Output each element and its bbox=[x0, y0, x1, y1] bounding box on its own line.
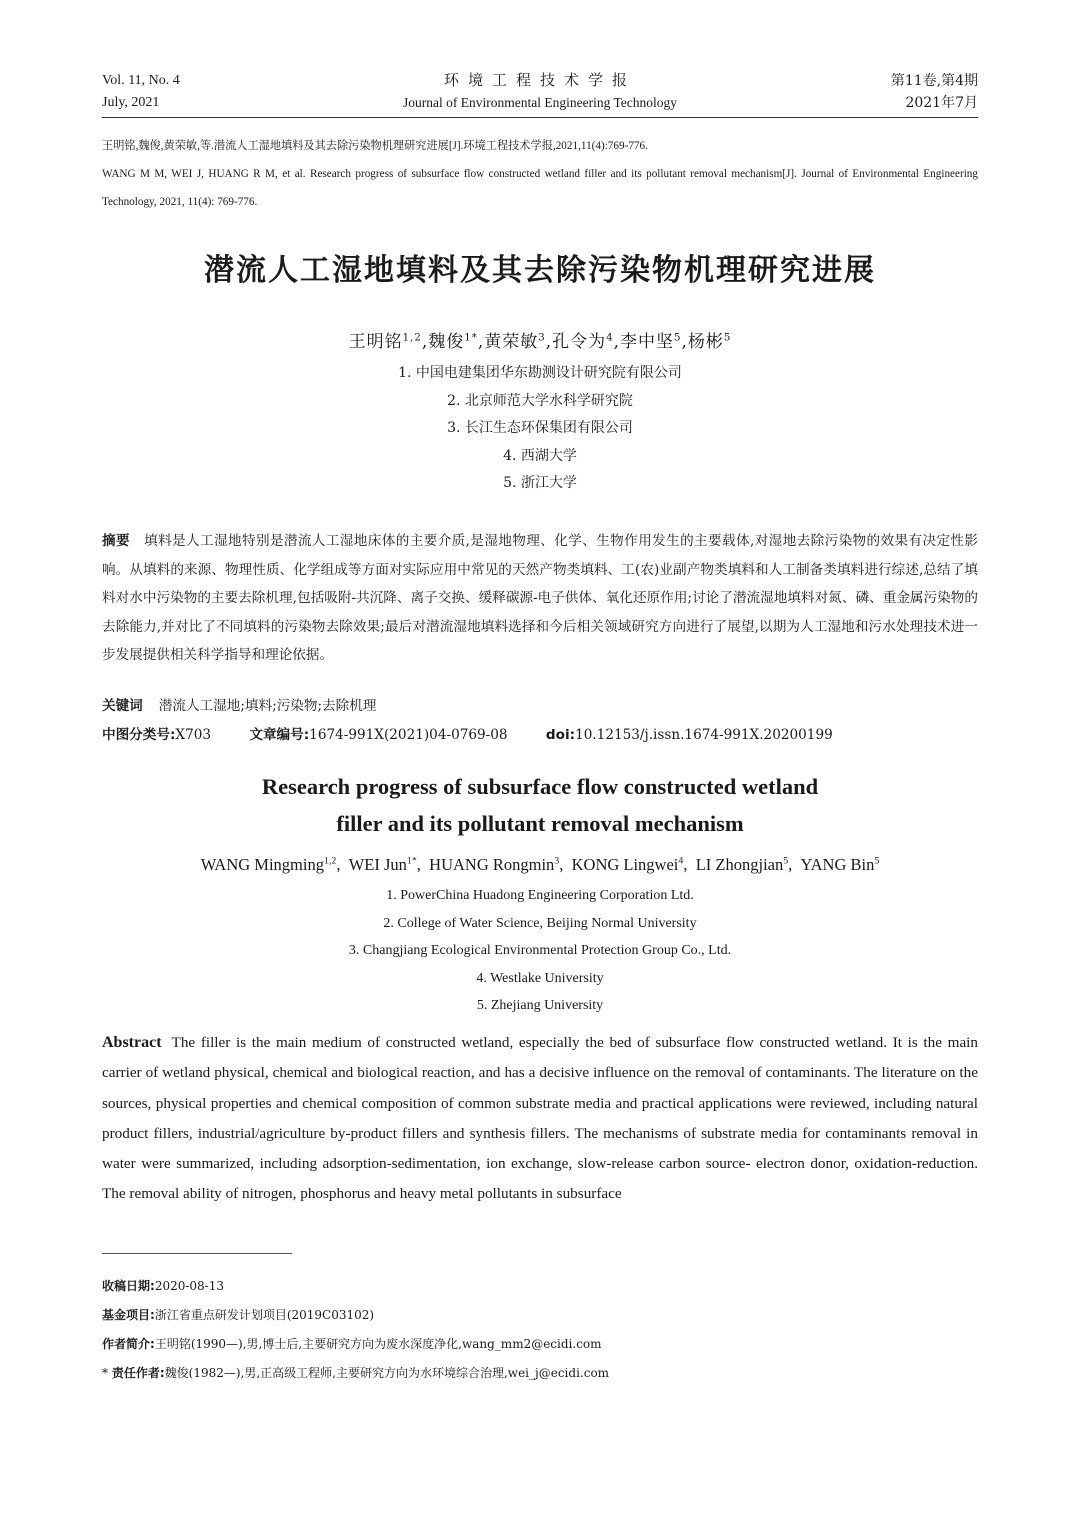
author-name: 魏俊 bbox=[428, 332, 465, 352]
author-name: 黄荣敏 bbox=[484, 332, 539, 352]
citation-cn: 王明铭,魏俊,黄荣敏,等.潜流人工湿地填料及其去除污染物机理研究进展[J].环境工程技术学报,2021,11(4):769-776. bbox=[102, 140, 648, 152]
header-divider bbox=[102, 117, 978, 118]
issue-date: July, 2021 bbox=[102, 95, 160, 110]
clc-label: 中图分类号: bbox=[102, 727, 176, 743]
journal-volume-info bbox=[102, 70, 180, 114]
affiliation-en: 4. Westlake University bbox=[476, 970, 604, 986]
volume-issue-cn: 第11卷,第4期 bbox=[890, 73, 978, 89]
author-name-en: WEI Jun bbox=[348, 855, 407, 874]
author-affiliation-mark: 1* bbox=[464, 332, 478, 344]
citation-block bbox=[102, 132, 978, 216]
abstract-cn bbox=[102, 527, 978, 670]
affiliation: 4. 西湖大学 bbox=[503, 447, 577, 464]
author-affiliation-mark: 3 bbox=[554, 855, 560, 867]
paper-title-en-line: filler and its pollutant removal mechanism bbox=[336, 811, 744, 836]
author-affiliation-mark: 5 bbox=[874, 855, 880, 867]
affiliation-en: 1. PowerChina Huadong Engineering Corporation Ltd. bbox=[386, 888, 694, 903]
corresponding-mark: * bbox=[102, 1366, 112, 1380]
abstract-cn-label: 摘要 bbox=[102, 533, 130, 549]
author-name-en: KONG Lingwei bbox=[571, 855, 679, 874]
received-label: 收稿日期: bbox=[102, 1279, 155, 1293]
citation-en: WANG M M, WEI J, HUANG R M, et al. Research progress of subsurface flow constructed wetland filler and its pollutant removal mechanism[J]. Journal of Environmental Engineering Technology, 2021, 11(4): 769-776. bbox=[102, 168, 978, 208]
author-name: 李中坚 bbox=[620, 332, 674, 352]
issue-date-cn: 2021年7月 bbox=[905, 95, 978, 111]
author-affiliation-mark: 4 bbox=[678, 855, 684, 867]
fund-info bbox=[102, 1301, 978, 1330]
abstract-en-label: Abstract bbox=[102, 1034, 162, 1051]
article-number-label: 文章编号: bbox=[249, 727, 310, 743]
clc-number: X703 bbox=[175, 727, 212, 743]
author-list-en: WANG Mingming$^{1,2}$, WEI Jun$^{1*}$, HUANG Rongmin$^3$, KONG Lingwei$^4$, LI Zhongjian$^5$, YANG Bin$^5$ bbox=[200, 855, 880, 874]
author-affiliation-mark: 3 bbox=[538, 332, 546, 344]
author-name-en: WANG Mingming bbox=[200, 855, 324, 874]
author-affiliation-mark: 1* bbox=[406, 855, 417, 867]
affiliations-cn bbox=[0, 360, 1080, 498]
paper-title-en bbox=[60, 768, 1020, 842]
footnote-divider bbox=[102, 1253, 292, 1254]
author-bio-value: 王明铭(1990—),男,博士后,主要研究方向为废水深度净化,wang_mm2@ecidi.com bbox=[154, 1337, 602, 1351]
classification-line bbox=[102, 723, 863, 743]
affiliation-en: 3. Changjiang Ecological Environmental Protection Group Co., Ltd. bbox=[348, 943, 732, 958]
author-bio bbox=[102, 1330, 978, 1359]
author-affiliation-mark: 5 bbox=[783, 855, 789, 867]
journal-name bbox=[340, 70, 740, 114]
affiliation: 2. 北京师范大学水科学研究院 bbox=[447, 392, 633, 409]
author-affiliation-mark: 1,2 bbox=[323, 855, 337, 867]
journal-name-en: Journal of Environmental Engineering Technology bbox=[403, 95, 677, 110]
abstract-en bbox=[102, 1028, 978, 1210]
keywords bbox=[102, 694, 406, 714]
affiliation-en: 5. Zhejiang University bbox=[476, 998, 604, 1013]
affiliation-en: 2. College of Water Science, Beijing Normal University bbox=[383, 915, 697, 931]
author-affiliation-mark: 4 bbox=[606, 332, 614, 344]
footnotes bbox=[102, 1272, 978, 1388]
abstract-cn-text: 填料是人工湿地特别是潜流人工湿地床体的主要介质,是湿地物理、化学、生物作用发生的主要载体,对湿地去除污染物的效果有决定性影响。从填料的来源、物理性质、化学组成等方面对实际应用中常见的天然产物类填料、工(农)业副产物类填料和人工制备类填料进行综述,总结了填料对水中污染物的主要去除机理,包括吸附-共沉降、离子交换、缓释碳源-电子供体、氧化还原作用;讨论了潜流湿地填料对氮、磷、重金属污染物的去除能力,并对比了不同填料的污染物去除效果;最后对潜流湿地填料选择和今后相关领域研究方向进行了展望,以期为人工湿地和污水处理技术进一步发展提供相关科学指导和理论依据。 bbox=[102, 533, 978, 663]
corresponding-value: 魏俊(1982—),男,正高级工程师,主要研究方向为水环境综合治理,wei_j@ecidi.com bbox=[164, 1366, 610, 1380]
affiliation: 3. 长江生态环保集团有限公司 bbox=[447, 420, 633, 436]
author-name: 孔令为 bbox=[552, 332, 607, 352]
affiliations-en bbox=[0, 882, 1080, 1020]
keywords-label: 关键词 bbox=[102, 698, 143, 714]
corresponding-label: 责任作者: bbox=[111, 1366, 165, 1380]
author-name-en: LI Zhongjian bbox=[695, 855, 784, 874]
volume-issue: Vol. 11, No. 4 bbox=[102, 73, 180, 88]
abstract-en-text: The filler is the main medium of constructed wetland, especially the bed of subsurface flow constructed wetland. It is the main carrier of wetland physical, chemical and biological reaction, and has a decisive influence on the removal of contaminants. The literature on the sources, physical properties and chemical composition of common substrate media and practical applications were reviewed, including natural product fillers, industrial/agriculture by-product fillers and synthesis fillers. The mechanisms of substrate media for contaminants removal in water were summarized, including adsorption-sedimentation, ion exchange, slow-release carbon source- electron donor, oxidation-reduction. The removal ability of nitrogen, phosphorus and heavy metal pollutants in subsurface bbox=[102, 1034, 978, 1203]
doi-label: doi: bbox=[545, 727, 576, 743]
affiliation: 5. 浙江大学 bbox=[503, 475, 577, 491]
author-bio-label: 作者简介: bbox=[102, 1337, 155, 1351]
paper-title-en-line: Research progress of subsurface flow constructed wetland bbox=[261, 774, 819, 799]
article-number: 1674-991X(2021)04-0769-08 bbox=[309, 727, 508, 743]
keywords-text: 潜流人工湿地;填料;污染物;去除机理 bbox=[158, 698, 377, 714]
author-affiliation-mark: 1,2 bbox=[402, 332, 422, 344]
paper-title-cn: 潜流人工湿地填料及其去除污染物机理研究进展 bbox=[204, 253, 876, 288]
affiliation: 1. 中国电建集团华东勘测设计研究院有限公司 bbox=[398, 365, 682, 381]
author-name: 王明铭 bbox=[348, 332, 403, 352]
journal-name-cn: 环境工程技术学报 bbox=[443, 73, 636, 89]
author-affiliation-mark: 5 bbox=[723, 332, 732, 344]
author-name-en: HUANG Rongmin bbox=[429, 855, 555, 874]
received-date bbox=[102, 1272, 978, 1301]
corresponding-author bbox=[102, 1359, 978, 1388]
doi-value: 10.12153/j.issn.1674-991X.20200199 bbox=[575, 727, 833, 743]
fund-value: 浙江省重点研发计划项目(2019C03102) bbox=[154, 1308, 375, 1322]
author-list-cn: 王明铭$^{1,2}$,魏俊$^{1*}$,黄荣敏$^3$,孔令为$^4$,李中坚$^5$,杨彬$^5$ bbox=[348, 332, 732, 352]
author-name: 杨彬 bbox=[687, 332, 724, 352]
author-name-en: YANG Bin bbox=[800, 855, 875, 874]
fund-label: 基金项目: bbox=[102, 1308, 155, 1322]
author-affiliation-mark: 5 bbox=[674, 332, 682, 344]
received-value: 2020-08-13 bbox=[154, 1279, 224, 1293]
journal-volume-info-cn bbox=[891, 70, 978, 114]
